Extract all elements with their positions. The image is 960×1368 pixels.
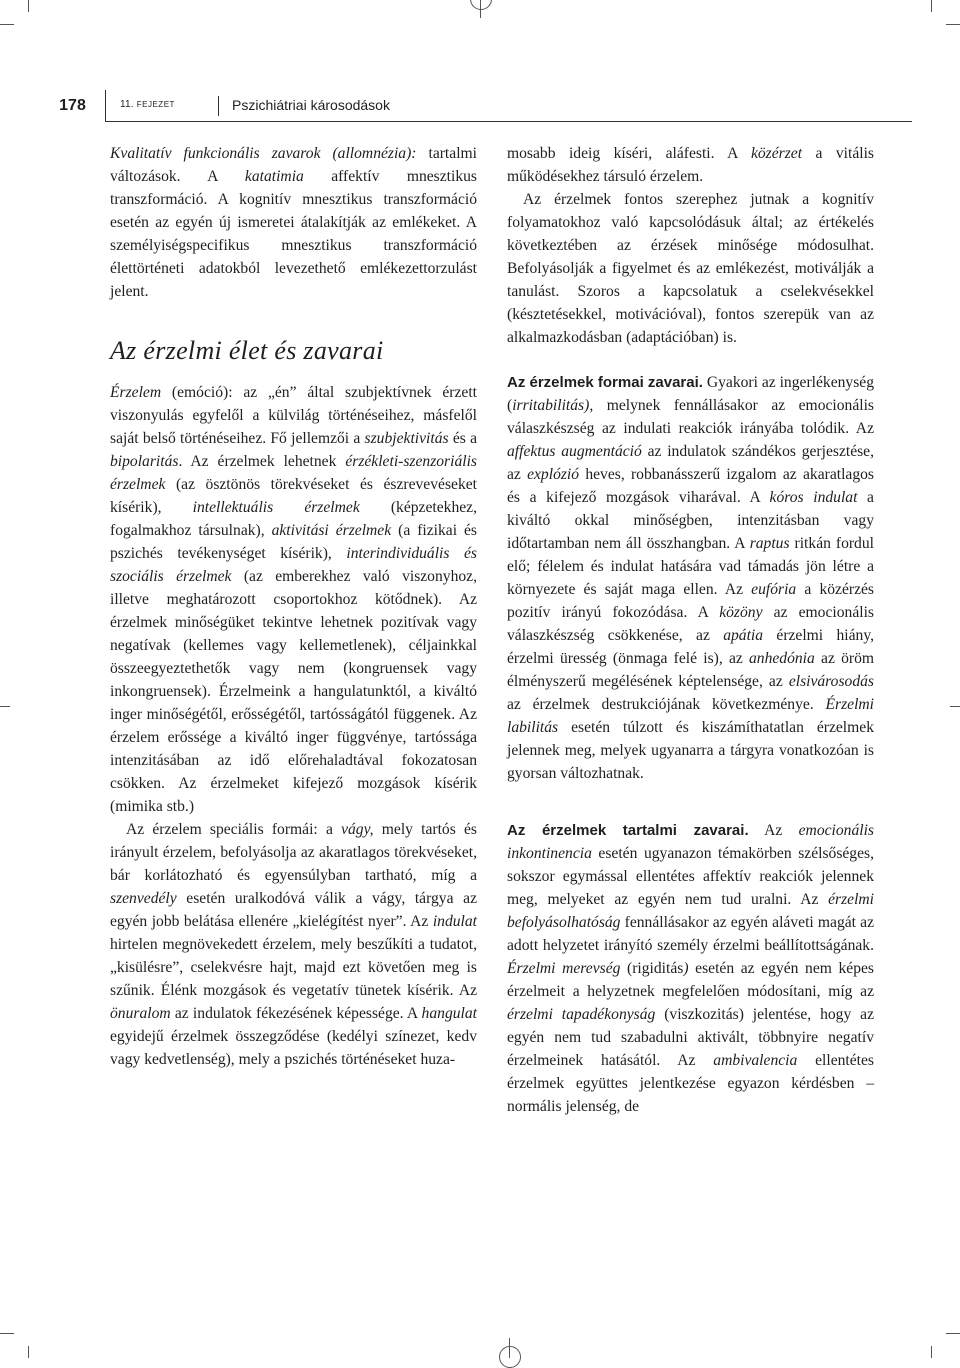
paragraph bbox=[110, 142, 477, 303]
header-rule bbox=[106, 121, 912, 122]
term: közérzet bbox=[750, 145, 803, 162]
term: katatimia bbox=[244, 168, 304, 185]
term: raptus bbox=[749, 535, 790, 552]
crop-mark bbox=[950, 706, 960, 707]
crop-mark bbox=[0, 706, 10, 707]
term: indulat bbox=[432, 913, 477, 930]
chapter-word: FEJEZET bbox=[136, 100, 175, 109]
text: hirtelen megnövekedett érzelem, mely beszűkíti a tudatot, „kisülésre”, cselekvésre hajt, majd ezt követően meg is szűnik. Élénk mozgások és vegetatív tünetek kísérik. Az bbox=[110, 936, 477, 999]
term: Kvalitatív funkcionális zavarok (allomnézia): bbox=[110, 145, 417, 162]
text: (emóció): az „én” által szubjektívnek érzett viszonyulás egyfelől a külvilág történéseihez, másfelől saját belső történéseihez. Fő jellemzői a bbox=[110, 384, 477, 447]
text: az emocionális válaszkészség csökkenése, az bbox=[507, 604, 874, 644]
text: az érzelmek destrukciójának következménye. bbox=[507, 696, 826, 713]
text: az indulatok fékezésének képessége. A bbox=[170, 1005, 422, 1022]
text: érzelmi hiány, érzelmi üresség (önmaga felé is), az bbox=[507, 627, 875, 667]
text: a kiváltó okkal minőségben, intenzitásban vagy időtartamban nem áll összhangban. A bbox=[507, 489, 874, 552]
term: intellektuális érzelmek bbox=[192, 499, 360, 516]
right-column bbox=[507, 142, 874, 1118]
term: hangulat bbox=[421, 1005, 477, 1022]
text: esetén az egyén nem képes érzelmeit a helyzetnek megfelelően módosítani, míg az bbox=[507, 960, 874, 1000]
text: (az ösztönös törekvéseket és észrevevéseket kísérik), bbox=[110, 476, 477, 516]
paragraph bbox=[507, 819, 874, 1118]
subsection-heading: Az érzelmek tartalmi zavarai. bbox=[507, 822, 749, 839]
text: heves, robbanásszerű izgalom az akaratlagos és a kifejező mozgások viharával. A bbox=[507, 466, 874, 506]
chapter-title: Pszichiátriai károsodások bbox=[232, 97, 390, 113]
crop-mark bbox=[946, 1333, 960, 1334]
crop-mark bbox=[480, 0, 481, 18]
term: Érzelmi labilitás bbox=[507, 696, 874, 736]
text: Az érzelem speciális formái: a bbox=[126, 821, 342, 838]
text: és a bbox=[448, 430, 477, 447]
left-column bbox=[110, 142, 477, 1071]
text: Az bbox=[748, 822, 799, 839]
paragraph bbox=[110, 381, 477, 818]
crop-mark bbox=[0, 1333, 14, 1334]
paragraph: Az érzelmek fontos szerephez jutnak a kognitív folyamatokhoz való kapcsolódásuk által; az értékelés következtében az érzések minősége módosulhat. Befolyásolják a figyelmet és az emlékezést, motiválják a tanulást. Szoros a kapcsolatuk a cselekvésekkel (késztetésekkel, motivációval), fontos szerepük van az alkalmazkodásban (adaptációban) is. bbox=[507, 191, 874, 346]
paragraph bbox=[507, 142, 874, 188]
text: . Az érzelmek lehetnek bbox=[178, 453, 346, 470]
text: az öröm élményszerű megélésének képtelensége, az bbox=[507, 650, 874, 690]
running-header bbox=[40, 90, 912, 122]
term: emocionális inkontinencia bbox=[507, 822, 874, 862]
term: közöny bbox=[719, 604, 763, 621]
paragraph bbox=[507, 371, 874, 785]
crop-mark bbox=[0, 24, 14, 25]
text: (az emberekhez való viszonyhoz, illetve meghatározott csoportokhoz kötődnek). Az érzelmek minőségüket tekintve lehetnek pozitívak vagy negatívak (kellemes vagy kellemetlenek), céljainkkal összeegyeztethetők vagy nem (kongruensek vagy inkongruensek). Érzelmeink a hangulatunktól, a kiváltó inger minőségétől, erősségétől, tartósságától függenek. Az érzelem erőssége a kiváltó inger függvénye, tartóssága intenzitásában az idő előrehaladtával fokozatosan csökken. Az érzelmeket kifejező mozgások kísérik (mimika stb.) bbox=[110, 568, 477, 815]
text: egyidejű érzelmek összegződése (kedélyi színezet, kedv vagy kedvetlenség), mely a pszichés történéseket huza- bbox=[110, 1028, 477, 1068]
term: Érzelem bbox=[110, 384, 162, 401]
text: (képzetekhez, fogalmakhoz társulnak), bbox=[110, 499, 477, 539]
text: esetén ugyanazon témakörben szélsőséges, sokszor egymással ellentétes affektív reakciók jelennek meg, melyeket az egyén nem tud uralni. Az bbox=[507, 845, 874, 908]
text: (a fizikai és pszichés tevékenységet kísérik), bbox=[110, 522, 477, 562]
crop-mark bbox=[946, 24, 960, 25]
term: ) bbox=[683, 960, 689, 977]
text: ritkán fordul elő; félelem és indulat hatására vad támadás jön létre a környezete és saját maga ellen. Az bbox=[507, 535, 874, 598]
term: vágy, bbox=[341, 821, 374, 838]
registration-mark-icon bbox=[499, 1346, 521, 1368]
text: mely tartós és irányult érzelem, befolyásolja az akaratlagos törekvéseket, bár korlátozható és egyensúlyban tartható, míg a bbox=[110, 821, 477, 884]
term: ambivalencia bbox=[713, 1052, 798, 1069]
text: tartalmi változások. A bbox=[110, 145, 477, 185]
text: fennállásakor az egyén aláveti magát az adott helyzetet irányító személy érzelmi beállítottságának. bbox=[507, 914, 874, 954]
registration-mark-icon bbox=[470, 0, 492, 10]
term: explózió bbox=[527, 466, 580, 483]
term: aktivitási érzelmek bbox=[271, 522, 392, 539]
term: bipolaritás bbox=[110, 453, 179, 470]
page-number: 178 bbox=[40, 90, 106, 122]
term: szubjektivitás bbox=[364, 430, 449, 447]
text: mosabb ideig kíséri, aláfesti. A bbox=[507, 145, 751, 162]
term: kóros indulat bbox=[769, 489, 858, 506]
term: affektus augmentáció bbox=[507, 443, 642, 460]
crop-mark bbox=[28, 1346, 29, 1358]
text: Gyakori az ingerlékenység ( bbox=[507, 374, 874, 414]
crop-mark bbox=[931, 0, 932, 12]
term: interindividuális és szociális érzelmek bbox=[110, 545, 477, 585]
term: anhedónia bbox=[748, 650, 815, 667]
header-divider bbox=[218, 96, 219, 116]
term: érzékleti-szenzoriális érzelmek bbox=[110, 453, 477, 493]
text: (rigiditás bbox=[620, 960, 684, 977]
text: affektív mnesztikus transzformáció. A kognitív mnesztikus transzformáció esetén az egyén új ismeretei átalakítják az emlékeket. A személyiségspecifikus mnesztikus transzformáció élettörténeti adatokból levezethető emlékezettorzulást jelent. bbox=[110, 168, 477, 300]
text: a közérzés pozitív irányú fokozódása. A bbox=[507, 581, 874, 621]
section-heading: Az érzelmi élet és zavarai bbox=[110, 336, 384, 365]
crop-mark bbox=[28, 0, 29, 12]
term: szenvedély bbox=[110, 890, 177, 907]
text: (viszkozitás) jelentése, hogy az egyén nem tud szabadulni aktivált, többnyire negatív érzelmeinek hatásától. Az bbox=[507, 1006, 874, 1069]
text: a vitális működésekhez társuló érzelem. bbox=[507, 145, 874, 185]
crop-mark bbox=[931, 1346, 932, 1358]
text: esetén túlzott és kiszámíthatatlan érzelmek jelennek meg, melyek ugyanarra a tárgyra vonatkozóan is gyorsan változhatnak. bbox=[507, 719, 874, 782]
term: Érzelmi merevség bbox=[507, 960, 621, 977]
term: elsivárosodás bbox=[788, 673, 874, 690]
term: apátia bbox=[723, 627, 764, 644]
term: érzelmi befolyásolhatóság bbox=[507, 891, 874, 931]
chapter-number: 11. bbox=[120, 99, 134, 110]
chapter-label bbox=[120, 99, 175, 110]
term: érzelmi tapadékonyság bbox=[507, 1006, 656, 1023]
term: irritabilitás), bbox=[512, 397, 594, 414]
text: az indulatok szándékos gerjesztése, az bbox=[507, 443, 875, 483]
subsection-heading: Az érzelmek formai zavarai. bbox=[507, 374, 703, 391]
paragraph bbox=[110, 818, 477, 1071]
text: esetén uralkodóvá válik a vágy, tárgya az egyén jobb belátása ellenére „kielégítést nyer”. Az bbox=[110, 890, 477, 930]
text: ellentétes érzelmek együttes jelentkezése egyazon kérdésben – normális jelenség, de bbox=[507, 1052, 874, 1115]
text: melynek fennállásakor az emocionális válaszkészség az indulati reakciók irányába tolódik. Az bbox=[507, 397, 874, 437]
term: önuralom bbox=[110, 1005, 171, 1022]
crop-mark bbox=[509, 1338, 510, 1358]
term: eufória bbox=[751, 581, 797, 598]
